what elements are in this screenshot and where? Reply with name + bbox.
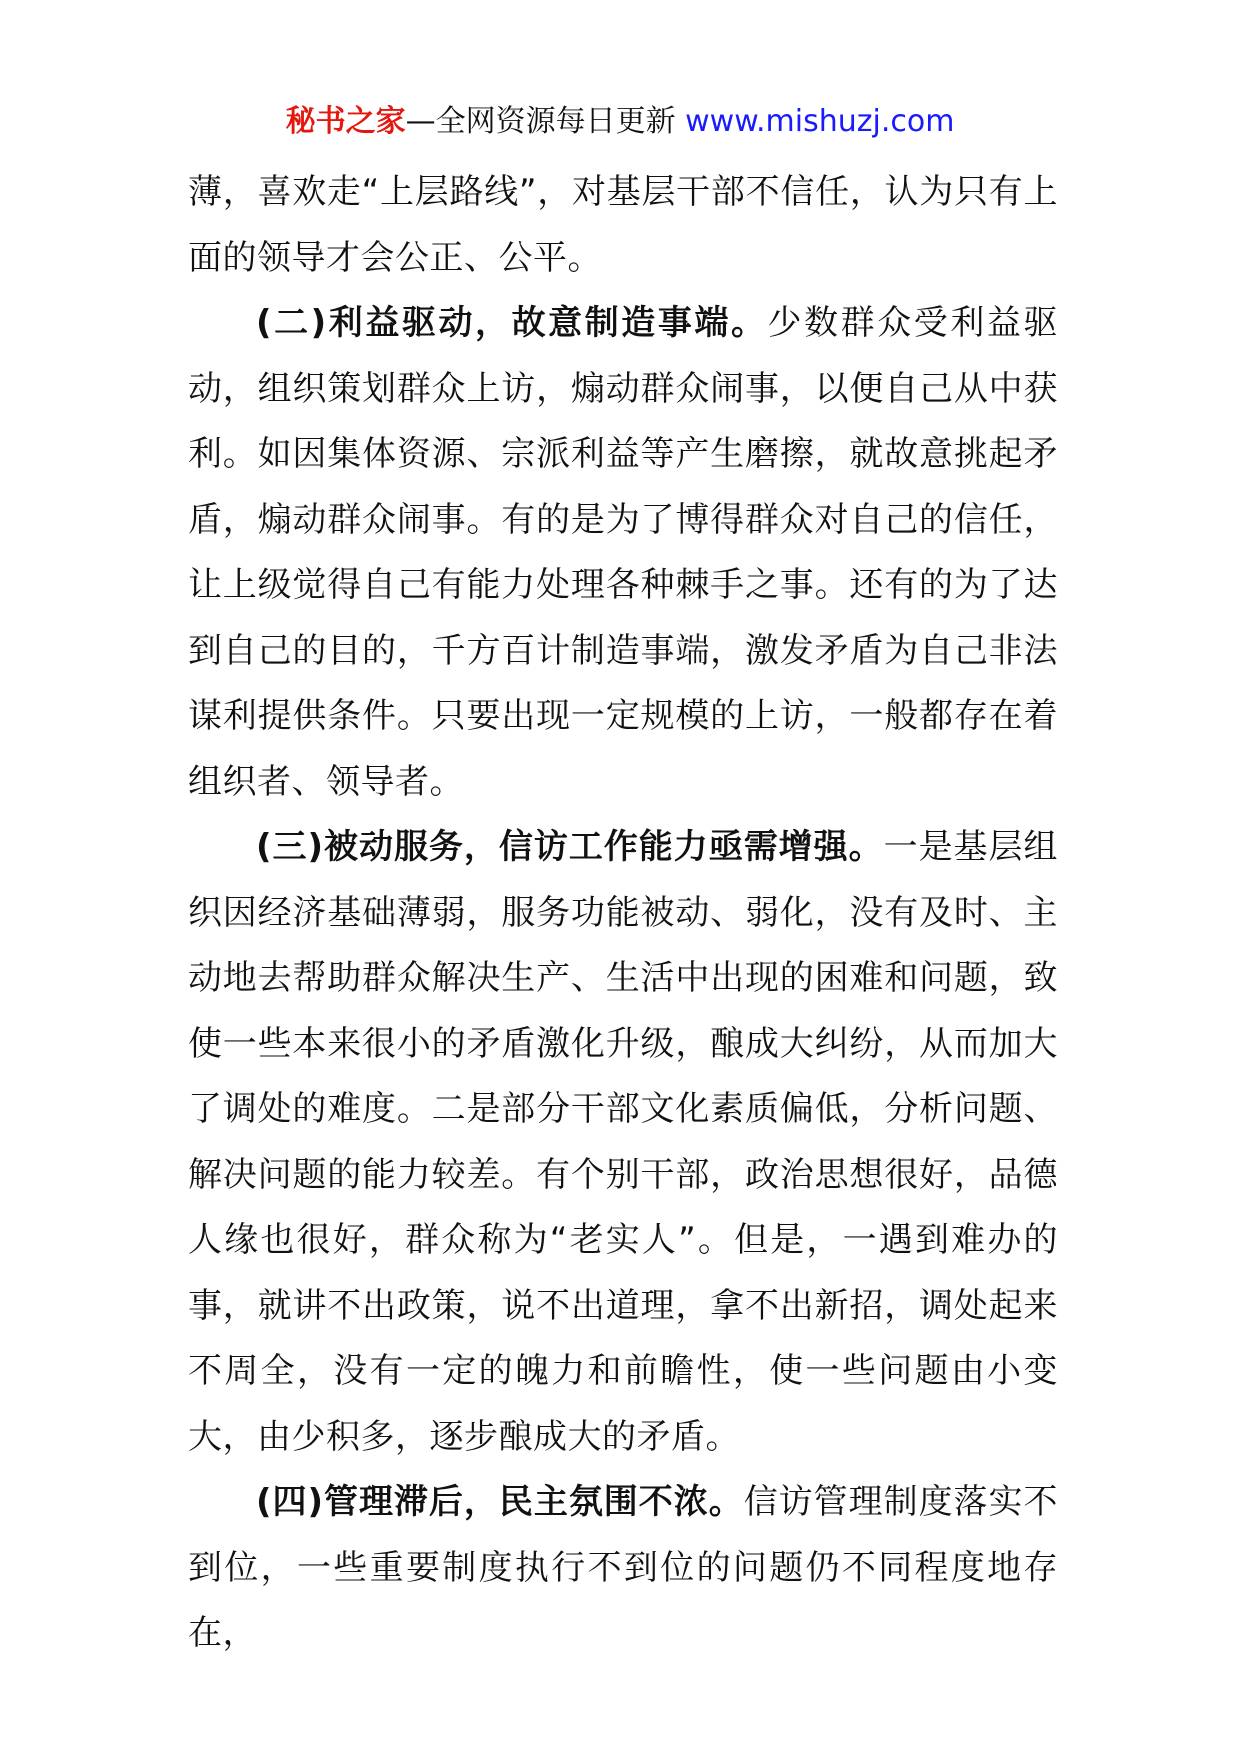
paragraph-text: 一是基层组织因经济基础薄弱，服务功能被动、弱化，没有及时、主动地去帮助群众解决生产、生活中出现的困难和问题，致使一些本来很小的矛盾激化升级，酿成大纠纷，从而加大了调处的难度。二是部分干部文化素质偏低，分析问题、解决问题的能力较差。有个别干部，政治思想很好，品德人缘也很好，群众称为“老实人”。但是，一遇到难办的事，就讲不出政策，说不出道理，拿不出新招，调处起来不周全，没有一定的魄力和前瞻性，使一些问题由小变大，由少积多，逐步酿成大的矛盾。: [188, 827, 1059, 1457]
paragraph-section-3: [188, 815, 1058, 1470]
document-body: [188, 160, 1058, 1667]
paragraph-text: 少数群众受利益驱动，组织策划群众上访，煽动群众闹事，以便自己从中获利。如因集体资源、宗派利益等产生磨擦，就故意挑起矛盾，煽动群众闹事。有的是为了博得群众对自己的信任，让上级觉得自己有能力处理各种棘手之事。还有的为了达到自己的目的，千方百计制造事端，激发矛盾为自己非法谋利提供条件。只要出现一定规模的上访，一般都存在着组织者、领导者。: [188, 303, 1058, 802]
paragraph-section-4: [188, 1470, 1058, 1667]
site-url-link[interactable]: www.mishuzj.com: [685, 104, 955, 139]
section-heading: (三)被动服务，信访工作能力亟需增强。: [256, 827, 884, 867]
paragraph-continuation: [188, 160, 1058, 291]
page-header: [0, 100, 1240, 144]
paragraph-text: 信访管理制度落实不到位，一些重要制度执行不到位的问题仍不同程度地存在，: [188, 1482, 1059, 1653]
section-heading: (二)利益驱动，故意制造事端。: [256, 303, 768, 343]
site-brand: 秘书之家: [285, 104, 406, 139]
paragraph-text: 薄，喜欢走“上层路线”，对基层干部不信任，认为只有上面的领导才会公正、公平。: [188, 172, 1058, 278]
site-slogan: —全网资源每日更新: [405, 104, 676, 139]
paragraph-section-2: [188, 291, 1058, 815]
section-heading: (四)管理滞后，民主氛围不浓。: [256, 1482, 744, 1522]
